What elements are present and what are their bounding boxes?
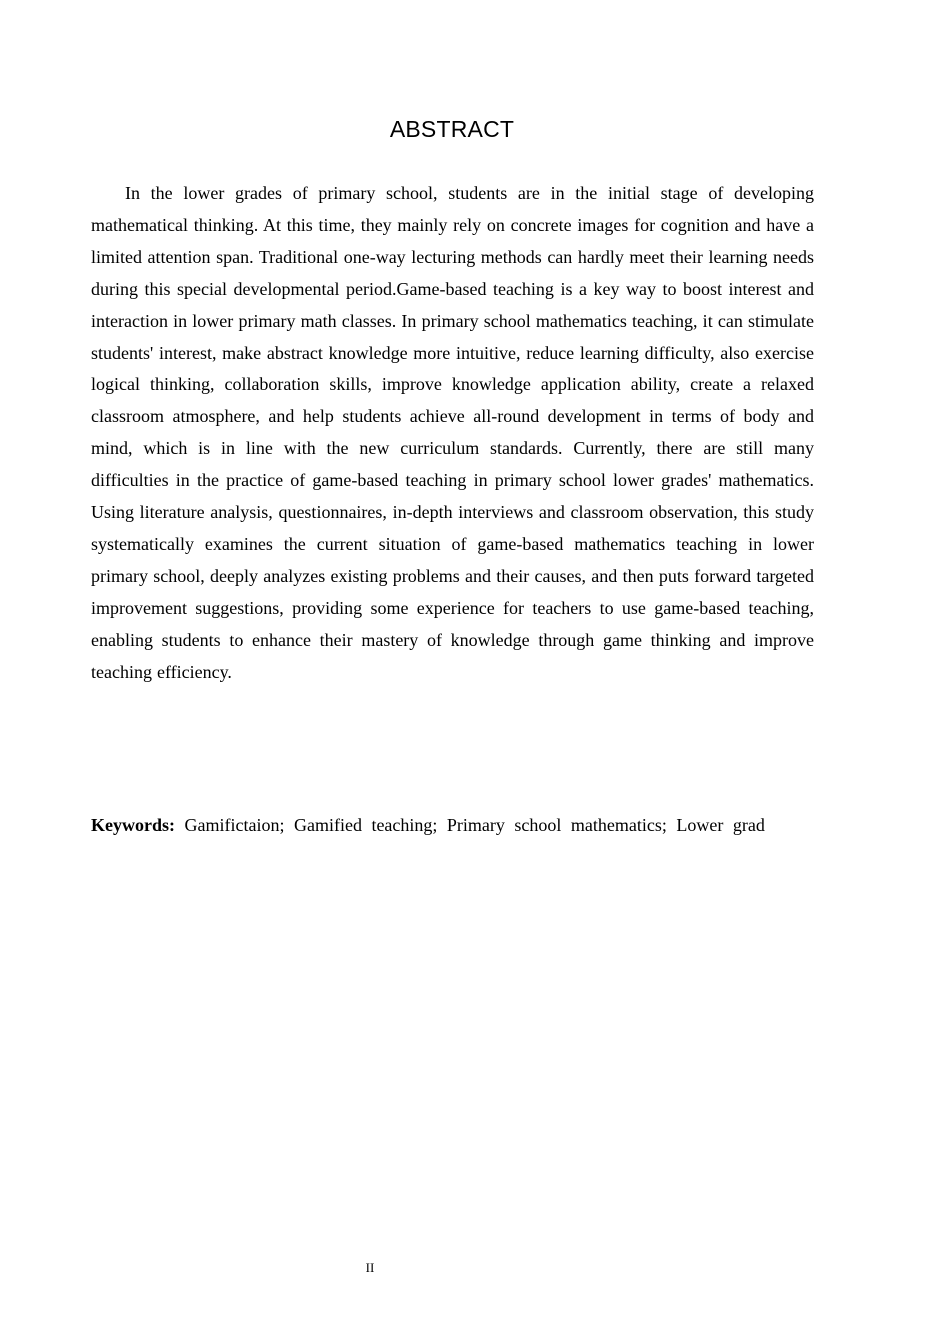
keywords-line [91,810,831,840]
keywords-label: Keywords: [91,815,175,835]
keywords-text: Gamifictaion; Gamified teaching; Primary school mathematics; Lower grad [184,815,765,835]
abstract-paragraph: In the lower grades of primary school, students are in the initial stage of developing mathematical thinking. At this time, they mainly rely on concrete images for cognition and have a limited attention span. Traditional one-way lecturing methods can hardly meet their learning needs during this special developmental period.Game-based teaching is a key way to boost interest and interaction in lower primary math classes. In primary school mathematics teaching, it can stimulate students' interest, make abstract knowledge more intuitive, reduce learning difficulty, also exercise logical thinking, collaboration skills, improve knowledge application ability, create a relaxed classroom atmosphere, and help students achieve all-round development in terms of body and mind, which is in line with the new curriculum standards. Currently, there are still many difficulties in the practice of game-based teaching in primary school lower grades' mathematics. Using literature analysis, questionnaires, in-depth interviews and classroom observation, this study systematically examines the current situation of game-based mathematics teaching in lower primary school, deeply analyzes existing problems and their causes, and then puts forward targeted improvement suggestions, providing some experience for teachers to use game-based teaching, enabling students to enhance their mastery of knowledge through game thinking and improve teaching efficiency. [91,183,814,682]
abstract-title: ABSTRACT [389,116,515,142]
page-number: II [365,1260,375,1275]
